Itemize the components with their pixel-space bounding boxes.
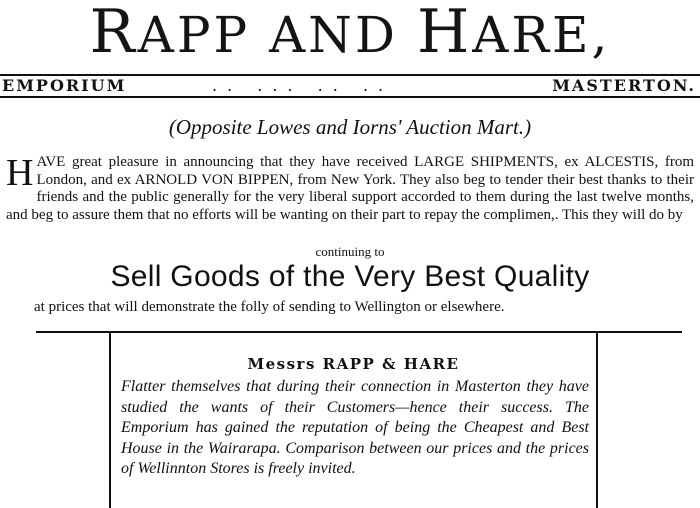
subheading: (Opposite Lowes and Iorns' Auction Mart.) [168,115,532,139]
main-headline: Sell Goods of the Very Best Quality [110,260,590,293]
intro-paragraph [6,154,694,224]
box-title: Messrs RAPP & HARE [247,355,460,373]
bottom-divider [0,96,700,98]
tagline: at prices that will demonstrate the folly of sending to Wellington or elsewhere. [34,299,505,315]
masthead-word-hare: ARE, [472,6,611,64]
masthead-word-rapp: APP [137,6,251,64]
location-dots: .. ... .. .. [212,76,394,95]
location-masterton: MASTERTON. [552,76,696,95]
masthead-initial-r: R [89,0,138,67]
box-top-border [36,331,682,333]
box-right-border [596,331,598,508]
masthead-word-and: AND [269,6,399,64]
continuing-line: continuing to [315,244,385,259]
masthead-initial-h: H [416,0,473,67]
masthead-title [0,2,700,65]
location-line [0,76,700,96]
box-text: Flatter themselves that during their connection in Masterton they have studied the wants of their Customers—hence their success. The Emporium has gained the reputation of being the Cheapest and Best House in the Wairarapa. Comparison between our prices and the prices of Wellinnton Stores is freely invited. [121,378,589,477]
location-emporium: EMPORIUM [2,76,127,95]
intro-text: AVE great pleasure in announcing that they have received LARGE SHIPMENTS, ex ALCESTIS, from London, and ex ARNOLD VON BIPPEN, from New York. They also beg to tender their best thanks to their friends and the public generally for the very liberal support accorded to them during the last twelve months, and beg to assure them that no efforts will be wanting on their part to repay the complimen,. This they will do by [6,154,694,223]
drop-cap: H [6,152,34,194]
